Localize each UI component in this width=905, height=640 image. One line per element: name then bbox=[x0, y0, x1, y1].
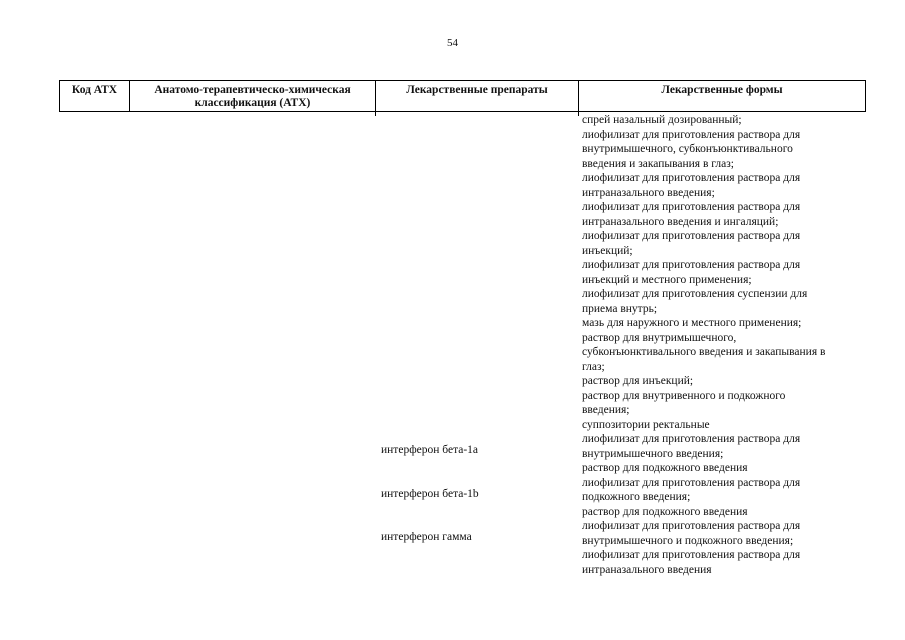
dosage-form-line: подкожного введения; bbox=[582, 491, 691, 503]
dosage-form-line: лиофилизат для приготовления раствора для bbox=[582, 549, 801, 561]
dosage-form-line: лиофилизат для приготовления раствора для bbox=[582, 433, 801, 445]
dosage-form-line: лиофилизат для приготовления раствора для bbox=[582, 172, 801, 184]
column-divider bbox=[578, 112, 579, 116]
dosage-form-line: внутримышечного, субконъюнктивального bbox=[582, 143, 793, 155]
dosage-form-line: лиофилизат для приготовления раствора для bbox=[582, 259, 801, 271]
drug-name: интерферон бета-1a bbox=[381, 444, 479, 456]
dosage-form-line: раствор для внутривенного и подкожного bbox=[582, 389, 786, 402]
drug-name: интерферон бета-1b bbox=[381, 488, 479, 500]
dosage-form-line: раствор для инъекций; bbox=[582, 375, 694, 387]
dosage-form-line: инъекций; bbox=[582, 244, 633, 257]
dosage-form-line: лиофилизат для приготовления раствора для bbox=[582, 476, 801, 489]
dosage-form-line: интраназального введения; bbox=[582, 186, 715, 199]
header-drugs: Лекарственные препараты bbox=[376, 81, 579, 111]
page-number: 54 bbox=[447, 37, 458, 49]
table-header bbox=[59, 80, 866, 112]
dosage-form-line: раствор для подкожного введения bbox=[582, 505, 748, 518]
drug-name: интерферон гамма bbox=[381, 531, 472, 543]
dosage-forms-column bbox=[582, 113, 867, 577]
dosage-form-line: лиофилизат для приготовления раствора для bbox=[582, 520, 801, 532]
dosage-form-line: введения; bbox=[582, 404, 630, 416]
dosage-form-line: субконъюнктивального введения и закапывания в bbox=[582, 346, 826, 358]
header-dosage-forms: Лекарственные формы bbox=[661, 84, 783, 96]
dosage-form-line: мазь для наружного и местного применения; bbox=[582, 317, 802, 329]
column-divider bbox=[375, 112, 376, 116]
dosage-form-line: раствор для подкожного введения bbox=[582, 462, 748, 474]
dosage-form-line: лиофилизат для приготовления раствора для bbox=[582, 128, 801, 141]
dosage-form-line: спрей назальный дозированный; bbox=[582, 114, 742, 126]
dosage-form-line: глаз; bbox=[582, 360, 605, 373]
dosage-form-line: инъекций и местного применения; bbox=[582, 273, 752, 286]
dosage-form-line: внутримышечного и подкожного введения; bbox=[582, 534, 794, 547]
dosage-form-line: раствор для внутримышечного, bbox=[582, 331, 737, 344]
dosage-form-line: внутримышечного введения; bbox=[582, 447, 724, 460]
dosage-form-line: интраназального введения bbox=[582, 563, 712, 576]
dosage-form-line: интраназального введения и ингаляций; bbox=[582, 215, 779, 228]
dosage-form-line: лиофилизат для приготовления раствора для bbox=[582, 230, 801, 242]
dosage-form-line: введения и закапывания в глаз; bbox=[582, 157, 734, 170]
dosage-form-line: лиофилизат для приготовления суспензии для bbox=[582, 288, 808, 300]
dosage-form-line: приема внутрь; bbox=[582, 302, 658, 315]
header-atc-classification: Анатомо-терапевтическо-химическая классификация (АТХ) bbox=[130, 81, 376, 111]
dosage-form-line: суппозитории ректальные bbox=[582, 418, 710, 431]
header-atc-code: Код АТХ bbox=[60, 81, 130, 111]
dosage-form-line: лиофилизат для приготовления раствора для bbox=[582, 201, 801, 213]
